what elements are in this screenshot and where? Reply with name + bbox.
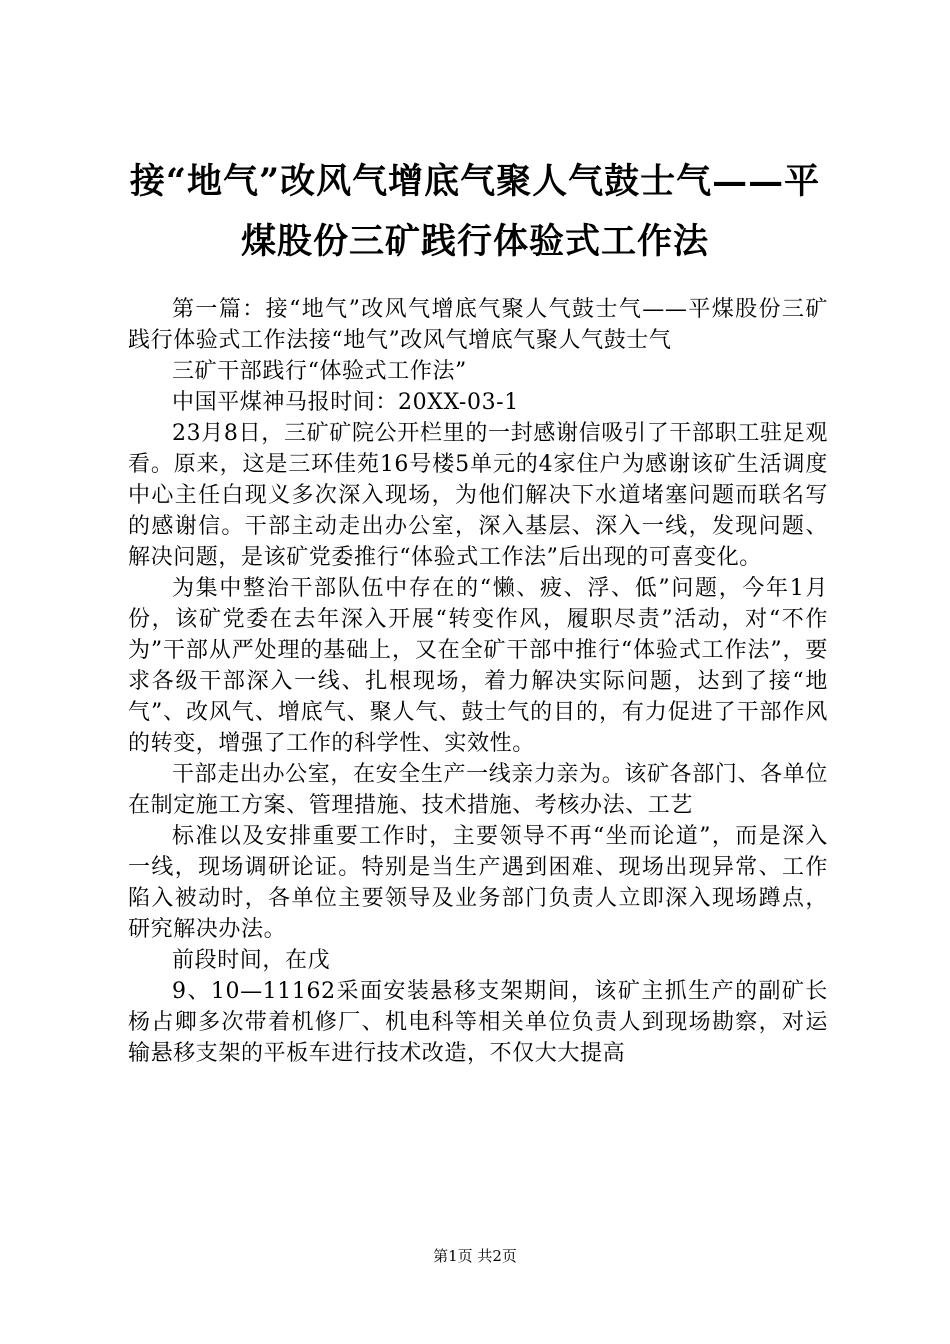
- paragraph: 23月8日，三矿矿院公开栏里的一封感谢信吸引了干部职工驻足观看。原来，这是三环佳苑16号楼5单元的4家住户为感谢该矿生活调度中心主任白现义多次深入现场，为他们解决下水道堵塞问题而联名写的感谢信。干部主动走出办公室，深入基层、深入一线，发现问题、解决问题，是该矿党委推行“体验式工作法”后出现的可喜变化。: [128, 421, 828, 570]
- paragraph: 干部走出办公室，在安全生产一线亲力亲为。该矿各部门、各单位在制定施工方案、管理措施、技术措施、考核办法、工艺: [128, 762, 828, 818]
- paragraph: 为集中整治干部队伍中存在的“懒、疲、浮、低”问题，今年1月份，该矿党委在去年深入开展“转变作风，履职尽责”活动，对“不作为”干部从严处理的基础上，又在全矿干部中推行“体验式工作法”，要求各级干部深入一线、扎根现场，着力解决实际问题，达到了接“地气”、改风气、增底气、聚人气、鼓士气的目的，有力促进了干部作风的转变，增强了工作的科学性、实效性。: [128, 576, 828, 756]
- paragraph: 第一篇：接“地气”改风气增底气聚人气鼓士气——平煤股份三矿践行体验式工作法接“地气”改风气增底气聚人气鼓士气: [128, 297, 828, 353]
- document-body: [128, 294, 828, 1069]
- paragraph: 中国平煤神马报时间：20XX-03-1: [172, 390, 519, 415]
- page-number-footer: 第1页 共2页: [433, 1247, 517, 1265]
- document-title-line-2: 煤股份三矿践行体验式工作法: [240, 221, 709, 262]
- document-title-line-1: 接“地气”改风气增底气聚人气鼓士气——平: [129, 161, 821, 202]
- paragraph: 9、10—11162采面安装悬移支架期间，该矿主抓生产的副矿长杨占卿多次带着机修厂、机电科等相关单位负责人到现场勘察，对运输悬移支架的平板车进行技术改造，不仅大大提高: [128, 979, 828, 1066]
- paragraph: 前段时间，在戊: [172, 948, 331, 973]
- paragraph: 标准以及安排重要工作时，主要领导不再“坐而论道”，而是深入一线，现场调研论证。特别是当生产遇到困难、现场出现异常、工作陷入被动时，各单位主要领导及业务部门负责人立即深入现场蹲点，研究解决办法。: [128, 824, 828, 942]
- paragraph: 三矿干部践行“体验式工作法”: [172, 359, 467, 384]
